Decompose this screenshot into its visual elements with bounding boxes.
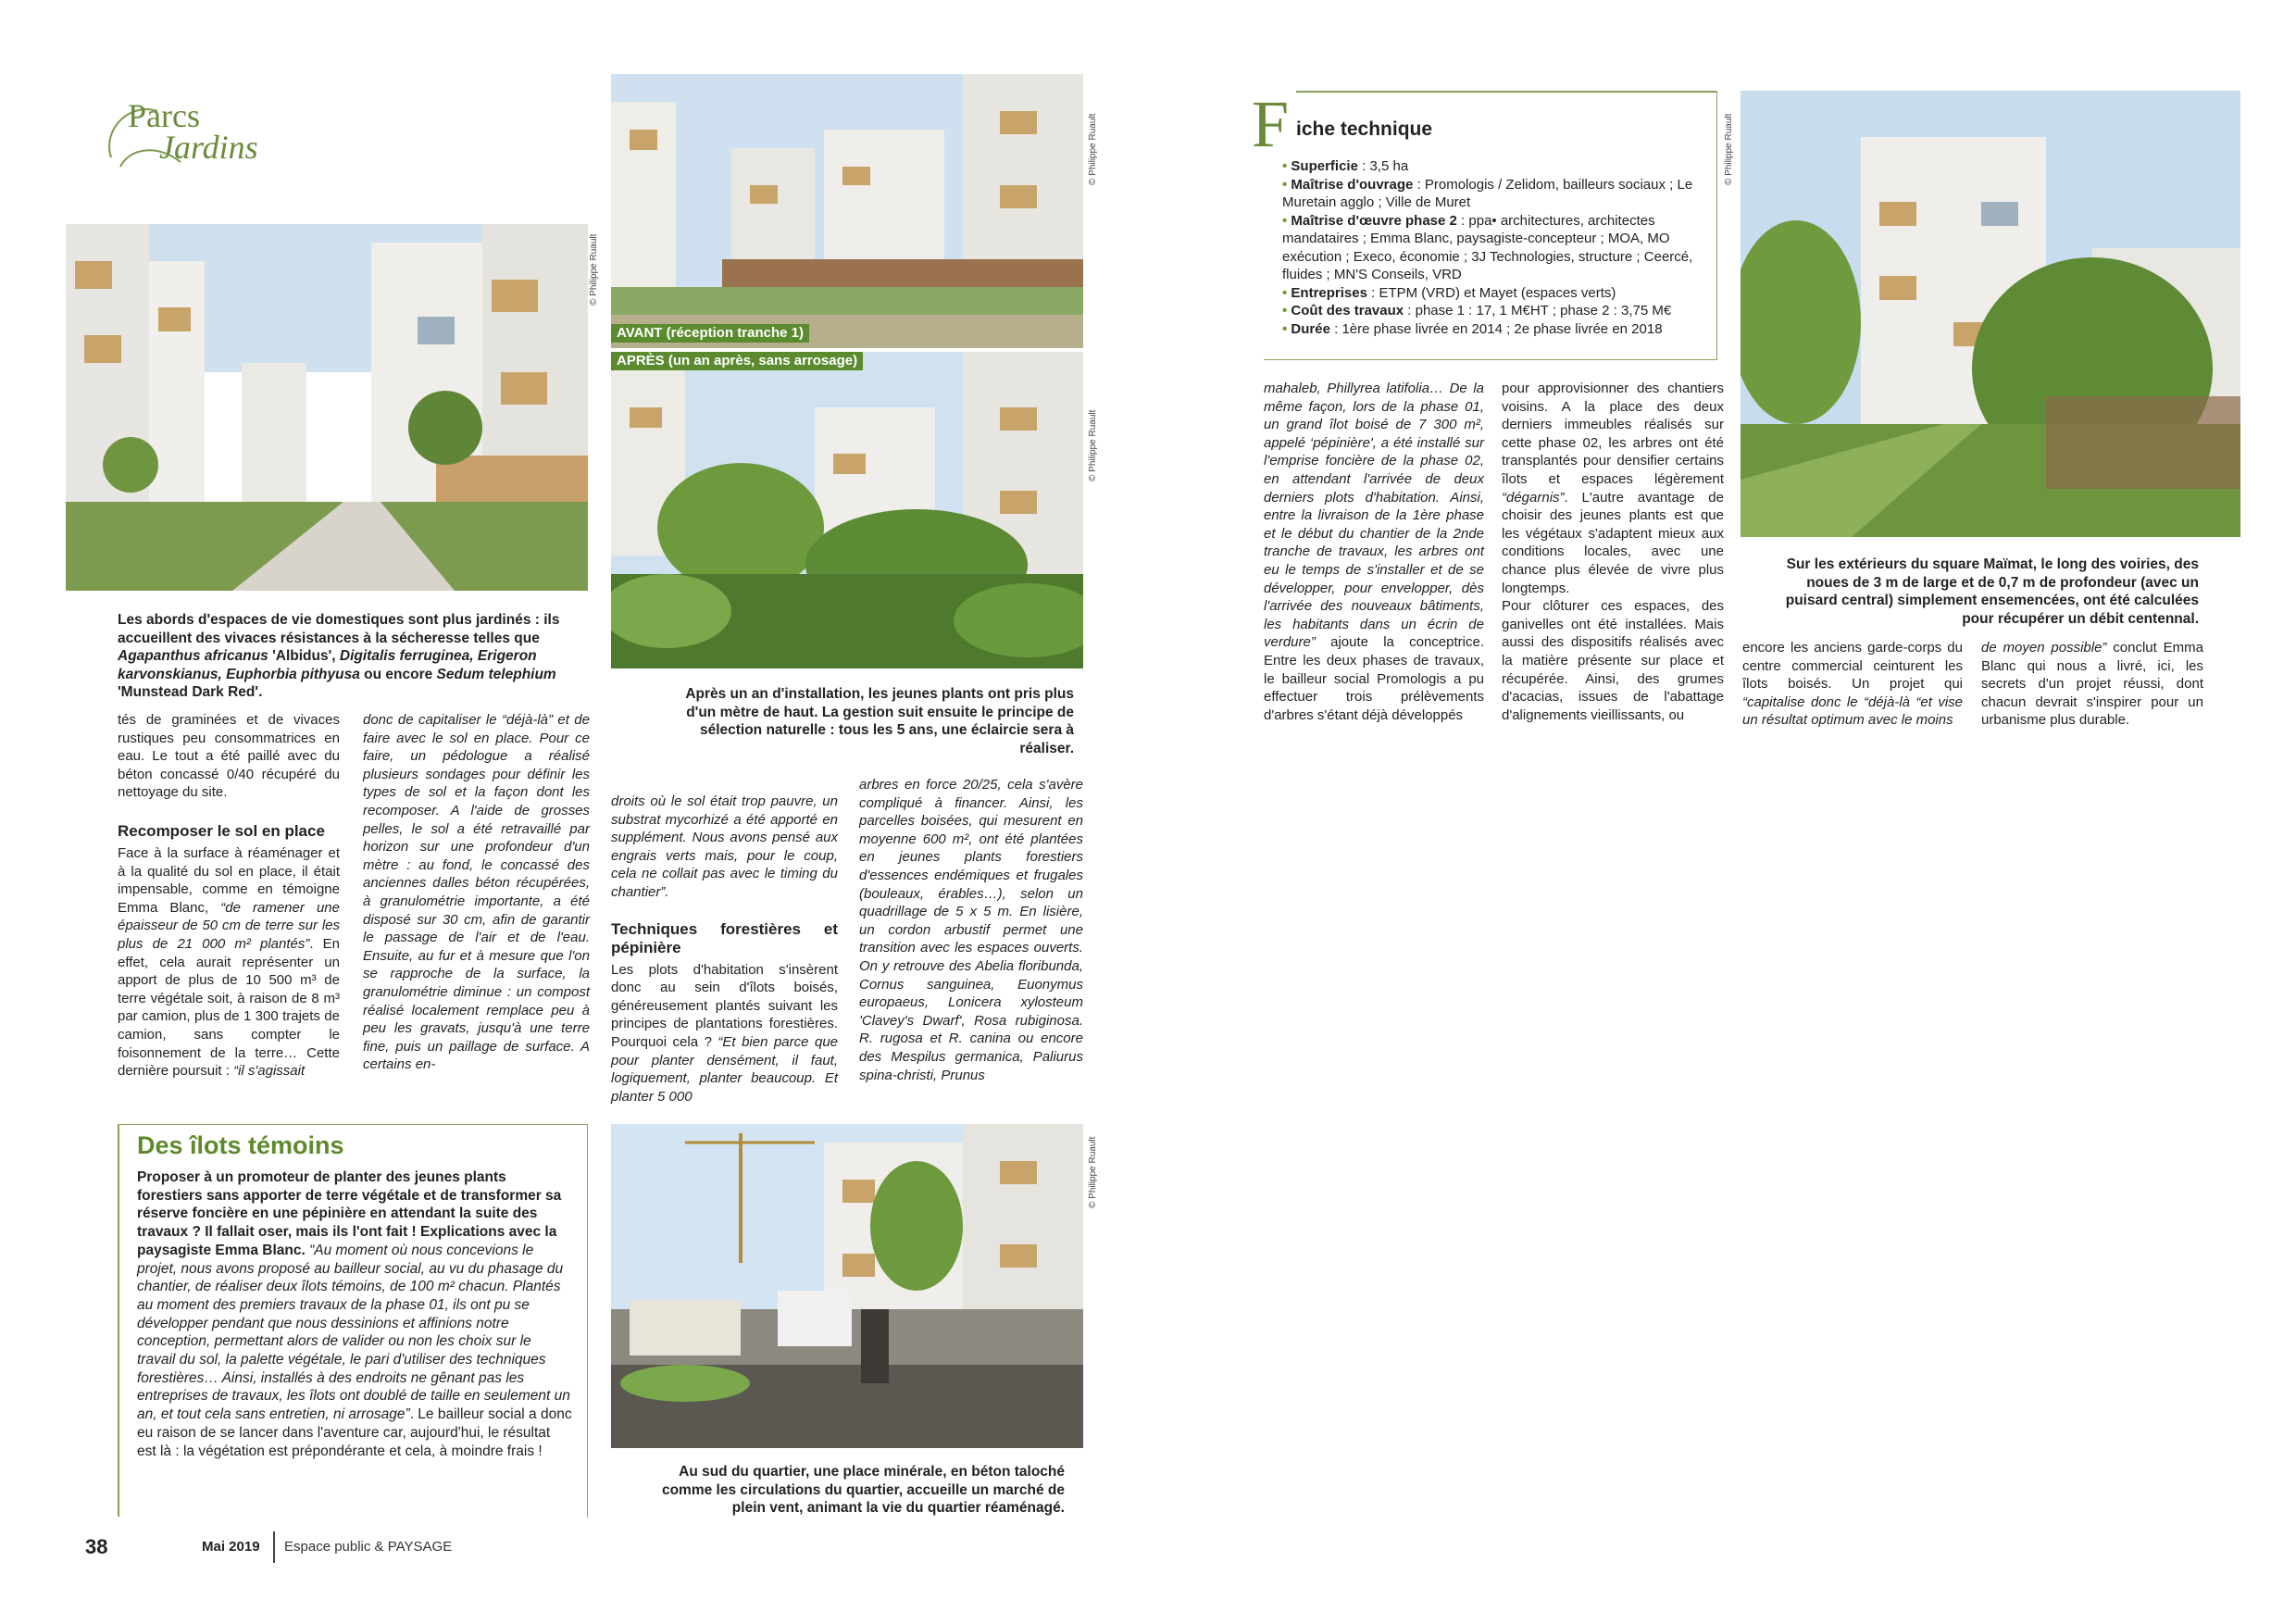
caption-text: Les abords d'espaces de vie domestiques sont plus jardinés : ils accueillent des vivaces résistances à la sécheresse telles que: [118, 612, 560, 646]
article-column-2: [363, 711, 590, 1074]
photo-credit: © Philippe Ruault: [1088, 113, 1098, 185]
fiche-label: Entreprises: [1291, 284, 1367, 301]
text: . En effet, cela aurait représenter un apport de plus de 10 500 m³ de terre végétale soit, à raison de 8 m³ par camion, plus de 1 300 trajets de camion, sans compter le foisonnement de la terre… Cette dernière poursuit :: [118, 935, 340, 1080]
sidebar-quote: “Au moment où nous concevions le projet, nous avons proposé au bailleur social, au vu du phasage du chantier, de réaliser deux îlots témoins, de 100 m² chacun. Plantés au moment des premiers travaux de la phase 01, ils ont pu se développer pendant que nous dessinions et affinions notre conception, permettant alors de valider ou non les choix sur le travail du sol, la palette végétale, le pari d'utiliser des techniques forestières… Ainsi, installés à des endroits ne gênant pas les entreprises de travaux, les îlots ont doublé de taille en seulement un an, et tout cela sans entretien, ni arrosage”: [137, 1242, 570, 1423]
caption-text: 'Albidus',: [268, 648, 340, 664]
article-column-4: [859, 776, 1083, 1084]
paragraph: [1742, 639, 1963, 730]
fiche-text: : phase 1 : 17, 1 M€HT ; phase 2 : 3,75 M€: [1404, 303, 1672, 319]
section-title-line1: Parcs: [128, 97, 200, 134]
fiche-initial: F: [1252, 87, 1290, 161]
caption-species: Agapanthus africanus: [118, 648, 268, 664]
fiche-label: Maîtrise d'ouvrage: [1291, 176, 1414, 193]
sidebar-box-left-rule: [118, 1124, 119, 1517]
text: encore les anciens garde-corps du centre commercial ceinturent les îlots boisés. Un projet qui: [1742, 640, 1963, 693]
page-number: 38: [85, 1535, 108, 1558]
text: ajoute la conceptrice. Entre les deux phases de travaux, le bailleur social Promologis a pu effectuer trois prélèvements d'arbres s'étant déjà développés: [1264, 634, 1484, 723]
caption-courtyard: [118, 611, 590, 702]
caption-text: ou encore: [359, 666, 437, 682]
text: conclut Emma Blanc qui nous a livré, ici, les secrets d'un projet réussi, dont chacun devrait s'inspirer pour un urbanisme plus durable.: [1981, 640, 2203, 729]
article-column-3: [611, 793, 838, 1106]
quote: mahaleb, Phillyrea latifolia… De la même façon, lors de la phase 01, un grand îlot boisé de 7 300 m², appelé ‘pépinière', a été installé sur l'emprise foncière de la phase 02, en attendant l'arrivée de deux derniers plots d'habitation. Ainsi, entre la livraison de la 1ère phase et le début du chantier de la 2nde tranche de travaux, les arbres ont eu le temps de s'installer et de se développer, pour envelopper, dès l'arrivée des nouveaux bâtiments, les habitants dans un écrin de verdure”: [1264, 381, 1484, 651]
article-column-7: [1742, 639, 1963, 730]
paragraph: [1502, 380, 1724, 597]
fiche-item: [1282, 284, 1717, 303]
sidebar-body: [137, 1168, 572, 1460]
caption-species: Digitalis ferruginea, Erigeron karvonskianus, Euphorbia pithyusa: [118, 648, 537, 682]
quote-paragraph: droits où le sol était trop pauvre, un substrat mycorhizé a été apporté en supplément. Nous avons pensé aux engrais verts mais, pour le coup, cela ne collait pas avec le timing du chantier”.: [611, 793, 838, 900]
photo-credit: © Philippe Ruault: [589, 233, 599, 306]
photo-courtyard-path: [66, 224, 588, 591]
fiche-item: [1282, 176, 1717, 212]
fiche-text: : ppa• architectures, architectes mandataires ; Emma Blanc, paysagiste-concepteur ; MOA, MO exécution ; Execo, économie ; 3J Technologies, structure ; Ceercé, fluides ; MN'S Conseils, VRD: [1282, 212, 1693, 282]
photo-market: [611, 1124, 1083, 1448]
fiche-text: : 3,5 ha: [1357, 158, 1409, 174]
fiche-item: [1282, 320, 1717, 339]
quote: “de ramener une épaisseur de 50 cm de terre sur les plus de 21 000 m² plantés”: [118, 899, 340, 952]
photo-credit: © Philippe Ruault: [1724, 113, 1734, 185]
fiche-text: : ETPM (VRD) et Mayet (espaces verts): [1366, 284, 1616, 301]
quote: “il s'agissait: [233, 1063, 306, 1080]
quote: “Et bien parce que pour planter densément, il faut, logiquement, planter beaucoup. Et planter 5 000: [611, 1033, 839, 1105]
sidebar-text: . Le bailleur social a donc eu raison de se lancer dans l'aventure car, aujourd'hui, le résultat est là : la végétation est prépondérante et cela, à moindre frais !: [137, 1406, 572, 1459]
paragraph: [1981, 639, 2203, 730]
text: pour approvisionner des chantiers voisins. A la place des deux derniers immeubles réalisés sur cette phase 02, les arbres ont été transplantés pour densifier certains îlots et espaces légèrement: [1502, 381, 1724, 487]
caption-square-maimat: Sur les extérieurs du square Maïmat, le long des voiries, des noues de 3 m de large et de 0,7 m de profondeur (avec un puisard central) simplement ensemencées, ont été calculées pour récupérer un débit centennal.: [1785, 556, 2199, 627]
text: Les plots d'habitation s'insèrent donc au sein d'îlots boisés, généreusement plantés suivant les principes de plantations forestières. Pourquoi cela ?: [611, 961, 838, 1050]
after-label: APRÈS (un an après, sans arrosage): [611, 352, 863, 370]
footer-divider: [273, 1531, 275, 1563]
fiche-list: [1282, 157, 1717, 338]
sidebar-title: Des îlots témoins: [137, 1131, 344, 1159]
article-column-8: [1981, 639, 2203, 730]
fiche-text: : Promologis / Zelidom, bailleurs sociaux ; Le Muretain agglo ; Ville de Muret: [1282, 176, 1693, 210]
paragraph: [118, 844, 340, 1081]
sidebar-lead: Proposer à un promoteur de planter des jeunes plants forestiers sans apporter de terre végétale et de transformer sa réserve foncière en une pépinière en attendant la suite des travaux ? Il fallait oser, mais ils l'ont fait ! Explications avec la paysagiste Emma Blanc.: [137, 1169, 562, 1258]
fiche-label: Maîtrise d'œuvre phase 2: [1291, 212, 1457, 229]
quote: “dégarnis”: [1502, 489, 1565, 506]
quote: “capitalise donc le “déjà-là “et vise un résultat optimum avec le moins: [1742, 693, 1963, 729]
quote: de moyen possible”: [1981, 640, 2107, 656]
fiche-item: [1282, 302, 1717, 320]
bullet-icon: •: [1282, 176, 1292, 193]
fiche-label: Superficie: [1291, 158, 1358, 174]
caption-market: Au sud du quartier, une place minérale, en béton taloché comme les circulations du quartier, accueille un marché de plein vent, animant la vie du quartier réaménagé.: [661, 1464, 1065, 1516]
fiche-text: : 1ère phase livrée en 2014 ; 2e phase livrée en 2018: [1329, 320, 1663, 337]
fiche-label: Durée: [1291, 320, 1330, 337]
fiche-item: [1282, 212, 1717, 284]
bullet-icon: •: [1282, 158, 1292, 174]
article-column-1: [118, 711, 340, 1081]
photo-before: [611, 74, 1083, 348]
magazine-name: Espace public & PAYSAGE: [284, 1539, 453, 1555]
photo-credit: © Philippe Ruault: [1088, 1136, 1098, 1208]
quote-paragraph: donc de capitaliser le “déjà-là” et de faire avec le sol en place. Pour ce faire, un pédologue a réalisé plusieurs sondages pour définir les types de sol et la façon dont les recomposer. A l'aide de grosses pelles, le sol a été retravaillé par horizon sur une profondeur d'un mètre : au fond, le concassé des anciennes dalles béton récupérées, à granulométrie importante, a été disposé sur 30 cm, afin de garantir le passage de l'air et de l'eau. Ensuite, au fur et à mesure que l'on se rapproche de la surface, la granulométrie diminue : un compost réalisé localement remplace peu à peu les gravats, jusqu'à une terre fine, puis un paillage de surface. A certains en-: [363, 712, 590, 1073]
section-logo: [93, 93, 259, 176]
subheading-forest: Techniques forestières et pépinière: [611, 919, 838, 956]
article-column-6: [1502, 380, 1724, 724]
bullet-icon: •: [1282, 284, 1292, 301]
text: . L'autre avantage de choisir des jeunes plants est que les végétaux s'adaptent mieux aux conditions locales, avec une chance plus élevée de vivre plus longtemps.: [1502, 489, 1724, 596]
text: Face à la surface à réaménager et à la qualité du sol en place, il était impensable, comme en témoigne Emma Blanc,: [118, 844, 340, 916]
article-column-5: [1264, 380, 1484, 724]
before-label: AVANT (réception tranche 1): [611, 324, 809, 343]
section-title-line2: Jardins: [159, 129, 258, 166]
caption-after: Après un an d'installation, les jeunes plants ont pris plus d'un mètre de haut. La gestion suit ensuite le principe de sélection naturelle : tous les 5 ans, une éclaircie sera à réaliser.: [685, 686, 1074, 756]
fiche-box-top-rule: [1296, 91, 1716, 93]
bullet-icon: •: [1282, 212, 1292, 229]
quote-paragraph: arbres en force 20/25, cela s'avère compliqué à financer. Ainsi, les parcelles boisées, qui mesurent en moyenne 600 m², ont été plantées en jeunes plants forestiers d'essences endémiques et frugales (bouleaux, érables…), selon un quadrillage de 5 x 5 m. En lisière, un cordon arbustif permet une transition avec les espaces ouverts. On y retrouve des Abelia floribunda, Cornus sanguinea, Euonymus europaeus, Lonicera xylosteum 'Clavey's Dwarf', Rosa rubiginosa. R. rugosa et R. canina ou encore des Mespilus germanica, Paliurus spina-christi, Prunus: [859, 777, 1083, 1083]
bullet-icon: •: [1282, 303, 1292, 319]
paragraph: [1264, 380, 1484, 724]
issue-date: Mai 2019: [202, 1539, 260, 1555]
caption-species: Sedum telephium: [436, 666, 556, 682]
photo-square-maimat: [1741, 91, 2240, 537]
fiche-label: Coût des travaux: [1291, 303, 1404, 319]
paragraph: Pour clôturer ces espaces, des ganivelles ont été installées. Mais aussi des dispositifs réalisés avec la matière présente sur place et récupérée. Ainsi, des grumes d'acacias, issues de l'abattage d'alignements vieillissants, ou: [1502, 598, 1724, 723]
subheading-soil: Recomposer le sol en place: [118, 821, 325, 840]
fiche-title: iche technique: [1296, 119, 1433, 140]
fiche-item: [1282, 157, 1717, 176]
bullet-icon: •: [1282, 320, 1292, 337]
paragraph: tés de graminées et de vivaces rustiques peu consommatrices en eau. Le tout a été paillé avec du béton concassé 0/40 récupéré du nettoyage du site.: [118, 712, 340, 801]
caption-text: 'Munstead Dark Red'.: [118, 684, 263, 700]
paragraph: [611, 961, 838, 1106]
photo-after: [611, 352, 1083, 668]
photo-credit: © Philippe Ruault: [1088, 409, 1098, 481]
